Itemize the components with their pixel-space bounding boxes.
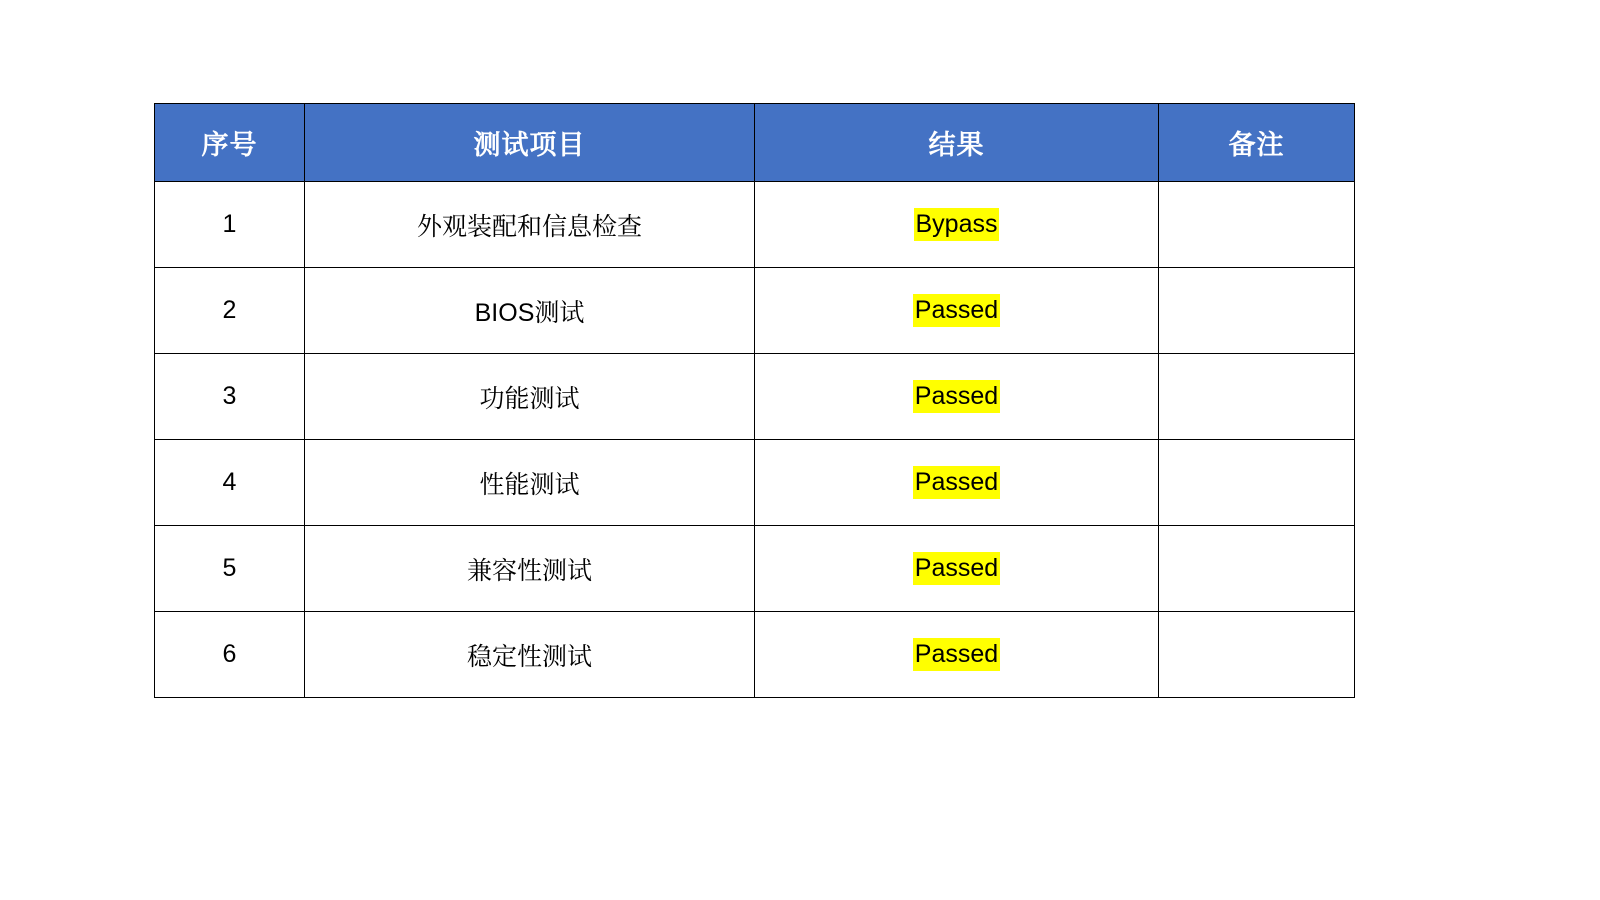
cell-remark [1159,354,1355,440]
column-header-result: 结果 [755,104,1159,182]
cell-result [755,268,1159,354]
column-header-remark: 备注 [1159,104,1355,182]
table-row [155,612,1355,698]
result-highlight: Passed [913,380,1000,413]
cell-item: 性能测试 [305,440,755,526]
cell-item: BIOS测试 [305,268,755,354]
cell-item: 稳定性测试 [305,612,755,698]
cell-result [755,440,1159,526]
cell-remark [1159,612,1355,698]
table-row [155,354,1355,440]
cell-result [755,354,1159,440]
column-header-item: 测试项目 [305,104,755,182]
cell-remark [1159,526,1355,612]
result-highlight: Passed [913,552,1000,585]
cell-result [755,526,1159,612]
cell-index: 6 [155,612,305,698]
table-header [155,104,1355,182]
cell-remark [1159,440,1355,526]
table-row [155,440,1355,526]
cell-index: 1 [155,182,305,268]
cell-result [755,612,1159,698]
table-row [155,182,1355,268]
column-header-index: 序号 [155,104,305,182]
table-row [155,526,1355,612]
table-header-row [155,104,1355,182]
cell-item: 兼容性测试 [305,526,755,612]
result-highlight: Passed [913,466,1000,499]
result-highlight: Bypass [914,208,1000,241]
table-row [155,268,1355,354]
cell-index: 5 [155,526,305,612]
cell-index: 2 [155,268,305,354]
cell-result [755,182,1159,268]
test-result-table [154,103,1355,698]
cell-remark [1159,268,1355,354]
cell-index: 3 [155,354,305,440]
result-highlight: Passed [913,638,1000,671]
cell-item: 功能测试 [305,354,755,440]
cell-index: 4 [155,440,305,526]
cell-remark [1159,182,1355,268]
result-highlight: Passed [913,294,1000,327]
cell-item: 外观装配和信息检查 [305,182,755,268]
test-result-table-container [154,103,1354,698]
table-body [155,182,1355,698]
